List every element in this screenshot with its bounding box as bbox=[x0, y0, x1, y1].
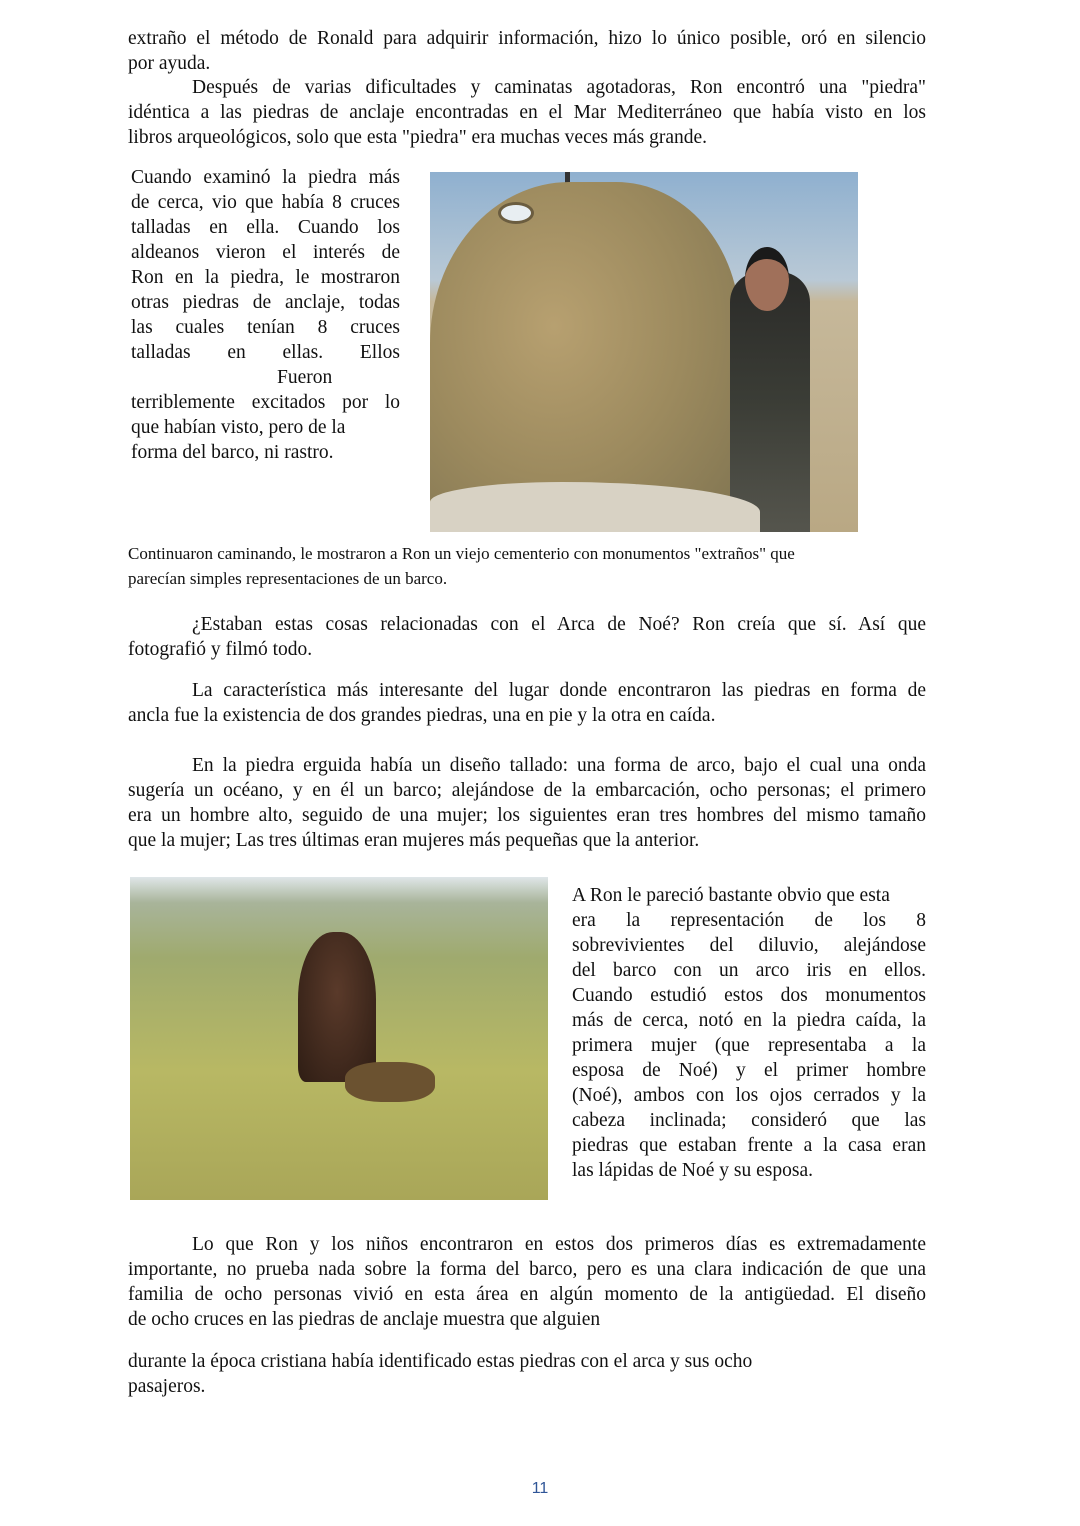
text-line: durante la época cristiana había identificado estas piedras con el arca y sus ocho bbox=[128, 1351, 753, 1372]
photo-standing-stone bbox=[298, 932, 376, 1082]
text-line: Continuaron caminando, le mostraron a Ron un viejo cementerio con monumentos "extraños" que bbox=[128, 544, 795, 563]
text-line: talladas en ellas. Ellos bbox=[131, 342, 400, 363]
text-line: era un hombre alto, seguido de una mujer; los siguientes eran tres hombres del mismo tamaño bbox=[128, 805, 926, 826]
text-line: cabeza inclinada; consideró que las bbox=[572, 1110, 926, 1131]
text-line: Después de varias dificultades y caminatas agotadoras, Ron encontró una "piedra" bbox=[192, 77, 926, 98]
text-line: idéntica a las piedras de anclaje encontradas en el Mar Mediterráneo que había visto en los bbox=[128, 102, 926, 123]
paragraph-6 bbox=[128, 753, 926, 853]
text-line: más de cerca, notó en la piedra caída, la bbox=[572, 1010, 926, 1031]
text-line: piedras que estaban frente a la casa eran bbox=[572, 1135, 926, 1156]
text-line: las cuales tenían 8 cruces bbox=[131, 317, 400, 338]
text-line: Cuando estudió estos dos monumentos bbox=[572, 985, 926, 1006]
text-line: libros arqueológicos, solo que esta "piedra" era muchas veces más grande. bbox=[128, 127, 708, 148]
text-line: A Ron le pareció bastante obvio que esta bbox=[572, 885, 890, 906]
text-line: del barco con un arco iris en ellos. bbox=[572, 960, 926, 981]
text-line: de ocho cruces en las piedras de anclaje muestra que alguien bbox=[128, 1309, 601, 1330]
text-line: que la mujer; Las tres últimas eran mujeres más pequeñas que la anterior. bbox=[128, 830, 700, 851]
paragraph-7-right-column bbox=[572, 883, 926, 1183]
paragraph-1 bbox=[128, 26, 926, 76]
photo-anchor-stone-with-man bbox=[430, 172, 858, 532]
text-line: sobrevivientes del diluvio, alejándose bbox=[572, 935, 926, 956]
text-line: era la representación de los 8 bbox=[572, 910, 926, 931]
text-line: terriblemente excitados por lo bbox=[131, 392, 400, 413]
page-number: 11 bbox=[531, 1480, 549, 1497]
text-line: Ron en la piedra, le mostraron bbox=[131, 267, 400, 288]
text-line: esposa de Noé) y el primer hombre bbox=[572, 1060, 926, 1081]
caption bbox=[128, 541, 908, 591]
text-line: pasajeros. bbox=[128, 1376, 206, 1397]
text-line: talladas en ella. Cuando los bbox=[131, 217, 400, 238]
text-line: Lo que Ron y los niños encontraron en estos dos primeros días es extremadamente bbox=[192, 1234, 926, 1255]
photo-man-head bbox=[745, 247, 789, 311]
text-line: ancla fue la existencia de dos grandes piedras, una en pie y la otra en caída. bbox=[128, 705, 716, 726]
text-line: por ayuda. bbox=[128, 53, 211, 74]
text-line: primera mujer (que representaba a la bbox=[572, 1035, 926, 1056]
photo-man bbox=[730, 272, 810, 532]
text-line: Fueron bbox=[277, 367, 333, 388]
text-line: familia de ocho personas vivió en esta área en algún momento de la antigüedad. El diseño bbox=[128, 1284, 926, 1305]
photo-standing-stone-field bbox=[130, 877, 548, 1200]
text-line: fotografió y filmó todo. bbox=[128, 639, 313, 660]
text-line: La característica más interesante del lugar donde encontraron las piedras en forma de bbox=[192, 680, 926, 701]
text-line: parecían simples representaciones de un barco. bbox=[128, 569, 448, 588]
text-line: sugería un océano, y en él un barco; alejándose de la embarcación, ocho personas; el primero bbox=[128, 780, 926, 801]
text-line: que habían visto, pero de la bbox=[131, 417, 346, 438]
text-line: las lápidas de Noé y su esposa. bbox=[572, 1160, 813, 1181]
text-line: forma del barco, ni rastro. bbox=[131, 442, 334, 463]
text-line: Cuando examinó la piedra más bbox=[131, 167, 400, 188]
paragraph-4 bbox=[128, 612, 926, 662]
paragraph-5 bbox=[128, 678, 926, 728]
text-line: importante, no prueba nada sobre la forma del barco, pero es una clara indicación de que una bbox=[128, 1259, 926, 1280]
text-line: de cerca, vio que había 8 cruces bbox=[131, 192, 400, 213]
text-line: ¿Estaban estas cosas relacionadas con el Arca de Noé? Ron creía que sí. Así que bbox=[192, 614, 926, 635]
text-line: otras piedras de anclaje, todas bbox=[131, 292, 400, 313]
photo-stone-hole bbox=[498, 202, 534, 224]
text-line: aldeanos vieron el interés de bbox=[131, 242, 400, 263]
photo-fallen-stone bbox=[345, 1062, 435, 1102]
paragraph-2 bbox=[128, 75, 926, 150]
paragraph-9 bbox=[128, 1349, 926, 1399]
text-line: (Noé), ambos con los ojos cerrados y la bbox=[572, 1085, 926, 1106]
paragraph-8 bbox=[128, 1232, 926, 1332]
text-line: En la piedra erguida había un diseño tallado: una forma de arco, bajo el cual una onda bbox=[192, 755, 926, 776]
paragraph-3-left-column bbox=[131, 165, 400, 465]
photo-stone bbox=[430, 182, 740, 532]
text-line: extraño el método de Ronald para adquirir información, hizo lo único posible, oró en silencio bbox=[128, 28, 926, 49]
